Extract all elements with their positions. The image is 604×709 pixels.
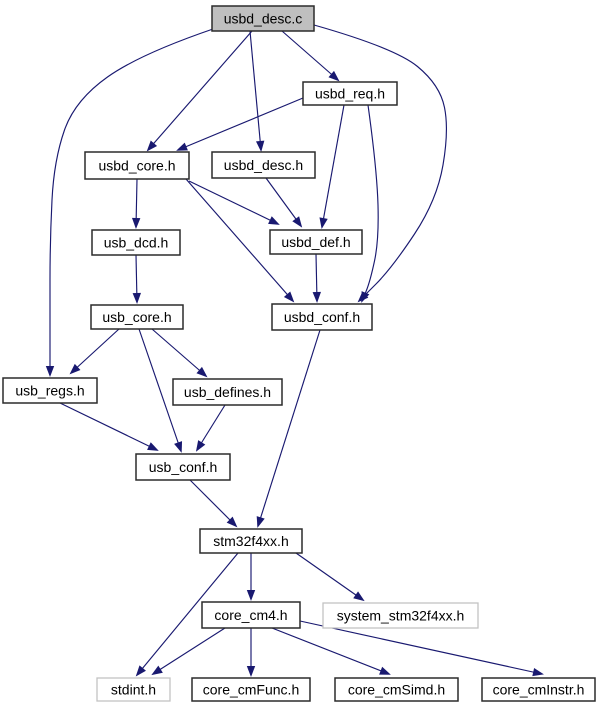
edge-usbd_req_h-to-usbd_conf_h	[362, 105, 378, 301]
arrowhead-usb_regs_h-to-usb_conf_h	[147, 442, 159, 451]
node-core_cmSimd_h[interactable]	[335, 678, 458, 701]
node-usbd_conf_h[interactable]	[272, 304, 372, 330]
arrowhead-usbd_core_h-to-usb_dcd_h	[132, 218, 140, 229]
arrowhead-core_cm4_h-to-core_cmInstr_h	[532, 668, 544, 676]
node-usb_regs_h[interactable]	[3, 378, 97, 403]
edge-usbd_req_h-to-usbd_def_h	[322, 105, 344, 227]
node-usbd_desc_h[interactable]	[212, 152, 315, 178]
node-usbd_def_h[interactable]	[270, 230, 362, 254]
edge-core_cm4_h-to-core_cmSimd_h	[272, 628, 389, 674]
node-usb_conf_h[interactable]	[136, 454, 230, 480]
node-label-system_stm32f4xx_h: system_stm32f4xx.h	[336, 607, 465, 624]
edge-usb_core_h-to-usb_regs_h	[71, 329, 119, 373]
edge-usb_conf_h-to-stm32f4xx_h	[190, 480, 236, 526]
edge-stm32f4xx_h-to-system_stm32f4xx_h	[296, 553, 363, 600]
edge-usbd_desc_c-to-usbd_req_h	[282, 31, 338, 80]
edge-usbd_conf_h-to-stm32f4xx_h	[258, 330, 320, 526]
node-label-usb_defines_h: usb_defines.h	[183, 384, 272, 400]
node-label-usb_core_h: usb_core.h	[102, 309, 172, 325]
node-label-usbd_desc_h: usbd_desc.h	[223, 157, 304, 173]
node-label-usbd_desc_c: usbd_desc.c	[223, 10, 303, 27]
edge-usbd_desc_c-to-usbd_desc_h	[250, 31, 261, 150]
arrowhead-stm32f4xx_h-to-core_cm4_h	[247, 590, 255, 601]
arrowhead-stm32f4xx_h-to-system_stm32f4xx_h	[353, 591, 364, 601]
node-core_cm4_h[interactable]	[202, 602, 300, 628]
node-label-usbd_conf_h: usbd_conf.h	[283, 309, 361, 325]
node-usbd_desc_c[interactable]	[212, 6, 314, 31]
node-label-core_cmSimd_h: core_cmSimd.h	[347, 681, 446, 698]
edge-core_cm4_h-to-core_cmInstr_h	[300, 621, 542, 674]
node-label-core_cm4_h: core_cm4.h	[214, 607, 288, 623]
node-label-usbd_def_h: usbd_def.h	[281, 234, 351, 250]
node-label-usb_dcd_h: usb_dcd.h	[103, 234, 169, 251]
arrowhead-usb_dcd_h-to-usb_core_h	[133, 293, 141, 304]
node-label-usbd_core_h: usbd_core.h	[98, 157, 176, 174]
edge-usb_core_h-to-usb_defines_h	[152, 329, 206, 376]
node-system_stm32f4xx_h	[323, 603, 478, 628]
node-core_cmInstr_h[interactable]	[482, 678, 595, 701]
node-stdint_h	[97, 678, 170, 701]
arrowhead-core_cm4_h-to-core_cmSimd_h	[379, 667, 391, 675]
node-core_cmFunc_h[interactable]	[192, 678, 310, 701]
arrowhead-usbd_desc_c-to-usb_regs_h	[46, 366, 54, 377]
node-usb_defines_h[interactable]	[173, 379, 282, 405]
arrowhead-usbd_def_h-to-usbd_conf_h	[313, 292, 321, 303]
edge-core_cm4_h-to-stdint_h	[153, 628, 225, 674]
arrowhead-usbd_core_h-to-usbd_def_h	[268, 216, 280, 225]
node-label-usbd_req_h: usbd_req.h	[314, 85, 386, 102]
node-label-core_cmFunc_h: core_cmFunc.h	[202, 681, 300, 698]
arrowhead-usb_defines_h-to-usb_conf_h	[196, 440, 205, 452]
arrowhead-usbd_desc_h-to-usbd_def_h	[292, 216, 302, 227]
node-usbd_core_h[interactable]	[85, 152, 189, 179]
edge-usbd_desc_c-to-usbd_core_h	[148, 31, 252, 150]
arrowhead-core_cm4_h-to-core_cmFunc_h	[247, 666, 255, 677]
arrowhead-usbd_req_h-to-usbd_def_h	[319, 217, 327, 229]
arrowhead-usbd_req_h-to-usbd_core_h	[176, 143, 188, 151]
node-usb_dcd_h[interactable]	[92, 230, 180, 255]
node-label-usb_conf_h: usb_conf.h	[148, 459, 218, 475]
node-stm32f4xx_h[interactable]	[200, 529, 302, 553]
edge-usb_regs_h-to-usb_conf_h	[60, 403, 157, 450]
node-label-stdint_h: stdint.h	[110, 681, 157, 698]
edge-usbd_core_h-to-usbd_def_h	[189, 181, 278, 224]
node-label-usb_regs_h: usb_regs.h	[15, 382, 85, 399]
arrowhead-usb_core_h-to-usb_conf_h	[174, 441, 182, 453]
edge-usbd_req_h-to-usbd_core_h	[178, 98, 303, 150]
arrowhead-usbd_req_h-to-usbd_conf_h	[361, 291, 369, 303]
arrowhead-usbd_desc_c-to-usbd_desc_h	[256, 141, 264, 152]
node-label-stm32f4xx_h: stm32f4xx.h	[213, 533, 289, 549]
arrowhead-usbd_conf_h-to-stm32f4xx_h	[257, 516, 265, 528]
node-usb_core_h[interactable]	[91, 305, 183, 329]
arrowhead-stm32f4xx_h-to-stdint_h	[136, 665, 146, 676]
arrowhead-core_cm4_h-to-stdint_h	[151, 666, 163, 675]
node-usbd_req_h[interactable]	[303, 82, 397, 105]
node-label-core_cmInstr_h: core_cmInstr.h	[492, 681, 585, 698]
